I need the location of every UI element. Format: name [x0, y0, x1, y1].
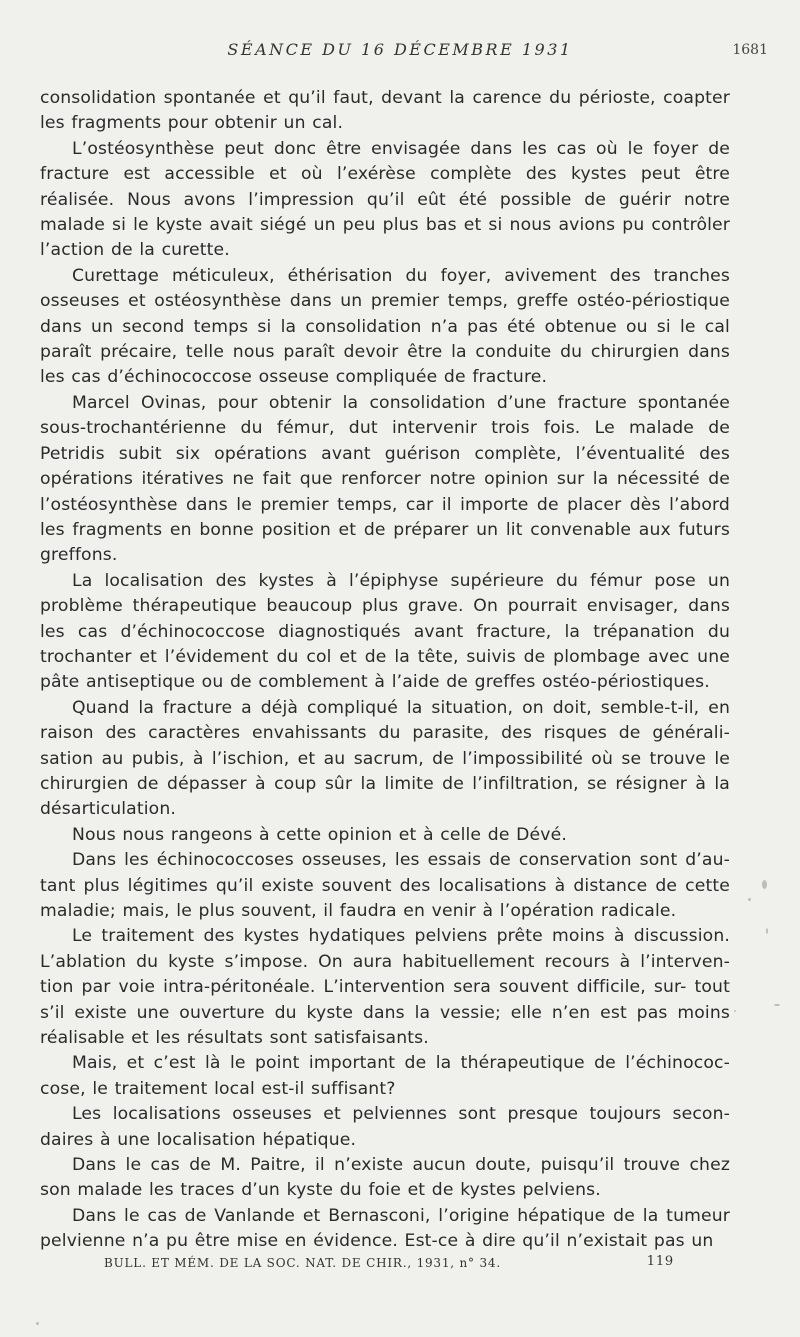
paragraph: Dans le cas de Vanlande et Bernasconi, l’origine hépatique de la tumeur pelvienne n’a pu être mise en évidence. Est-ce à dire qu’il n’existait pas un	[40, 1205, 730, 1252]
paragraph: La localisation des kystes à l’épiphyse supérieure du fémur pose un problème thérapeutique beaucoup plus grave. On pourrait envisager, dans les cas d’échinococcose diagnostiqués avant fracture, la trépanation du trochanter et l’évidement du col et de la tête, suivis de plombage avec une pâte antiseptique ou de comblement à l’aide de greffes ostéo-périostiques.	[40, 570, 730, 693]
scan-speck	[766, 928, 768, 934]
paragraph: Dans le cas de M. Paitre, il n’existe aucun doute, puisqu’il trouve chez son malade les traces d’un kyste du foie et de kystes pelviens.	[40, 1155, 730, 1201]
paragraph: Mais, et c’est là le point important de la thérapeutique de l’échinococ- cose, le traitement local est-il suffisant?	[40, 1053, 730, 1099]
page-footer	[104, 1254, 674, 1274]
article-body	[40, 86, 730, 1255]
paragraph: Dans les échinococcoses osseuses, les essais de conservation sont d’au- tant plus légitimes qu’il existe souvent des localisations à distance de cette maladie; mais, le plus souvent, il faudra en venir à l’opération radicale.	[40, 850, 730, 921]
paragraph: Les localisations osseuses et pelviennes sont presque toujours secon- daires à une localisation hépatique.	[40, 1104, 730, 1150]
journal-citation: BULL. ET MÉM. DE LA SOC. NAT. DE CHIR., 1931, n° 34.	[104, 1256, 501, 1270]
paragraph: Le traitement des kystes hydatiques pelviens prête moins à discussion. L’ablation du kyste s’impose. On aura habituellement recours à l’interven- tion par voie intra-péritonéale. L’intervention sera souvent difficile, sur- tout s’il existe une ouverture du kyste dans la vessie; elle n’en est pas moins réalisable et les résultats sont satisfaisants.	[40, 926, 730, 1049]
page-header	[0, 40, 800, 62]
sheet-number: 119	[646, 1254, 674, 1269]
scan-speck	[734, 1010, 736, 1012]
scan-speck	[36, 1322, 39, 1325]
paragraph: consolidation spontanée et qu’il faut, devant la carence du périoste, coapter les fragments pour obtenir un cal.	[40, 88, 730, 134]
paragraph: Curettage méticuleux, éthérisation du foyer, avivement des tranches osseuses et ostéosynthèse dans un premier temps, greffe ostéo-périostique dans un second temps si la consolidation n’a pas été obtenue ou si le cal paraît précaire, telle nous paraît devoir être la conduite du chirurgien dans les cas d’échinococcose osseuse compliquée de fracture.	[40, 265, 730, 388]
scan-speck	[748, 898, 751, 901]
page-number: 1681	[732, 42, 768, 58]
scan-speck	[774, 1004, 780, 1006]
paragraph: Quand la fracture a déjà compliqué la situation, on doit, semble-t-il, en raison des caractères envahissants du parasite, des risques de générali- sation au pubis, à l’ischion, et au sacrum, de l’impossibilité où se trouve le chirurgien de dépasser à coup sûr la limite de l’infiltration, se résigner à la désarticulation.	[40, 697, 730, 820]
paragraph: L’ostéosynthèse peut donc être envisagée dans les cas où le foyer de fracture est accessible et où l’exérèse complète des kystes peut être réalisée. Nous avons l’impression qu’il eût été possible de guérir notre malade si le kyste avait siégé un peu plus bas et si nous avions pu contrôler l’action de la curette.	[40, 138, 730, 261]
paragraph: Nous nous rangeons à cette opinion et à celle de Dévé.	[72, 824, 567, 845]
paragraph: Marcel Ovinas, pour obtenir la consolidation d’une fracture spontanée sous-trochantérienne du fémur, dut intervenir trois fois. Le malade de Petridis subit six opérations avant guérison complète, l’éventualité des opérations itératives ne fait que renforcer notre opinion sur la nécessité de l’ostéosynthèse dans le premier temps, car il importe de placer dès l’abord les fragments en bonne position et de préparer un lit convenable aux futurs greffons.	[40, 392, 730, 566]
running-title: SÉANCE DU 16 DÉCEMBRE 1931	[227, 40, 573, 59]
scan-speck	[762, 880, 767, 889]
